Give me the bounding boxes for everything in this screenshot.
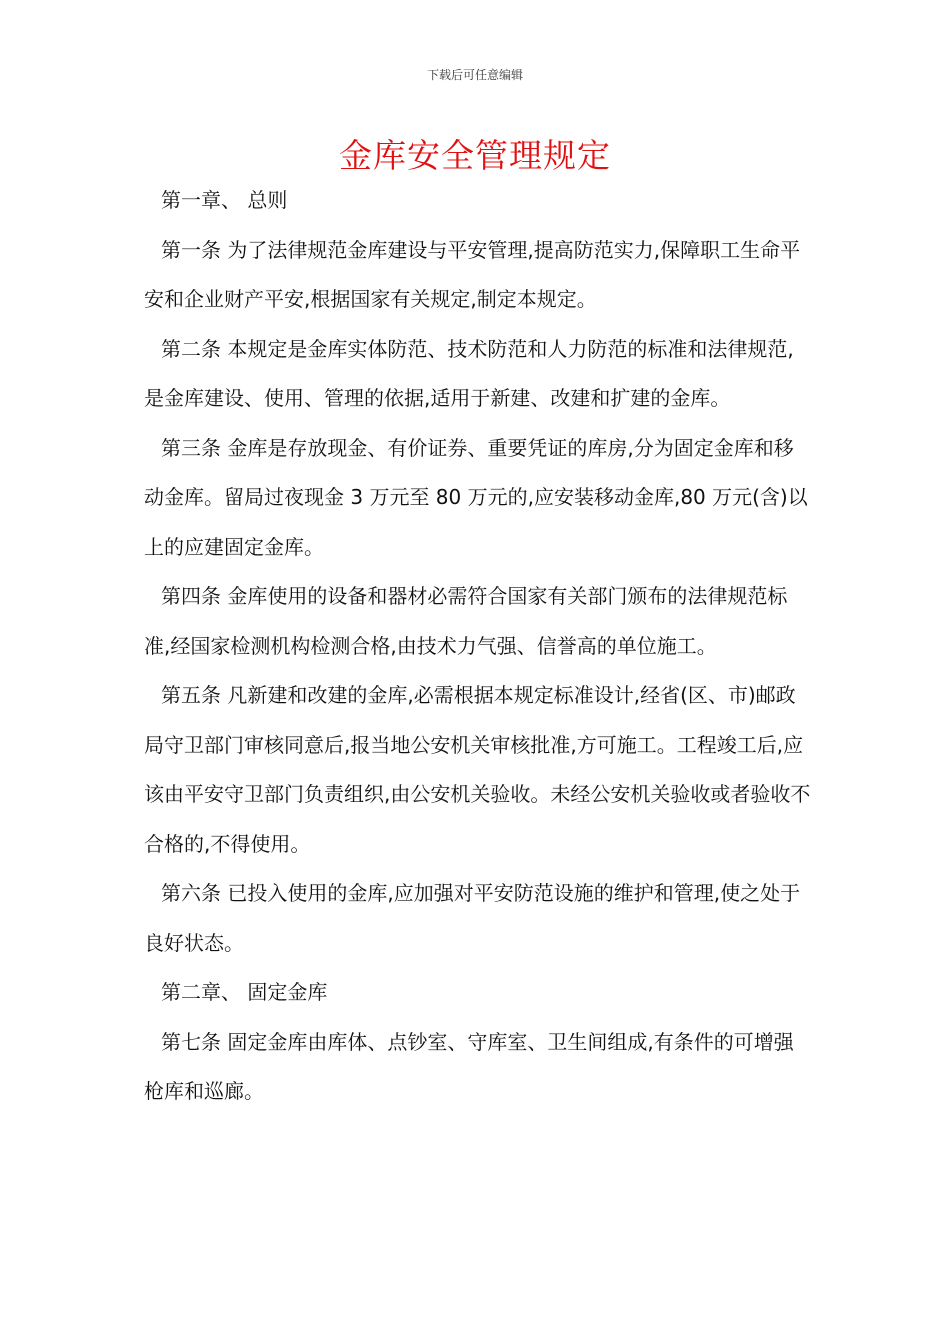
article-7: 第七条 固定金库由库体、点钞室、守库室、卫生间组成,有条件的可增强枪库和巡廊。 <box>144 1029 794 1103</box>
article-4: 第四条 金库使用的设备和器材必需符合国家有关部门颁布的法律规范标准,经国家检测机构检测合格,由技术力气强、信誉高的单位施工。 <box>144 584 788 658</box>
article-6: 第六条 已投入使用的金库,应加强对平安防范设施的维护和管理,使之处于良好状态。 <box>144 881 801 955</box>
document-body <box>144 176 812 1117</box>
article-3: 第三条 金库是存放现金、有价证券、重要凭证的库房,分为固定金库和移动金库。留局过夜现金 3 万元至 80 万元的,应安装移动金库,80 万元(含)以上的应建固定金库。 <box>144 435 808 559</box>
header-note: 下载后可任意编辑 <box>426 68 523 82</box>
chapter-heading-2: 第二章、 固定金库 <box>161 980 328 1004</box>
article-5: 第五条 凡新建和改建的金库,必需根据本规定标准设计,经省(区、市)邮政局守卫部门审核同意后,报当地公安机关审核批准,方可施工。工程竣工后,应该由平安守卫部门负责组织,由公安机关验收。未经公安机关验收或者验收不合格的,不得使用。 <box>144 683 811 856</box>
document-title: 金库安全管理规定 <box>339 136 611 175</box>
article-1: 第一条 为了法律规范金库建设与平安管理,提高防范实力,保障职工生命平安和企业财产平安,根据国家有关规定,制定本规定。 <box>144 237 801 311</box>
chapter-heading-1: 第一章、 总则 <box>161 188 288 212</box>
article-2: 第二条 本规定是金库实体防范、技术防范和人力防范的标准和法律规范,是金库建设、使用、管理的依据,适用于新建、改建和扩建的金库。 <box>144 336 794 410</box>
